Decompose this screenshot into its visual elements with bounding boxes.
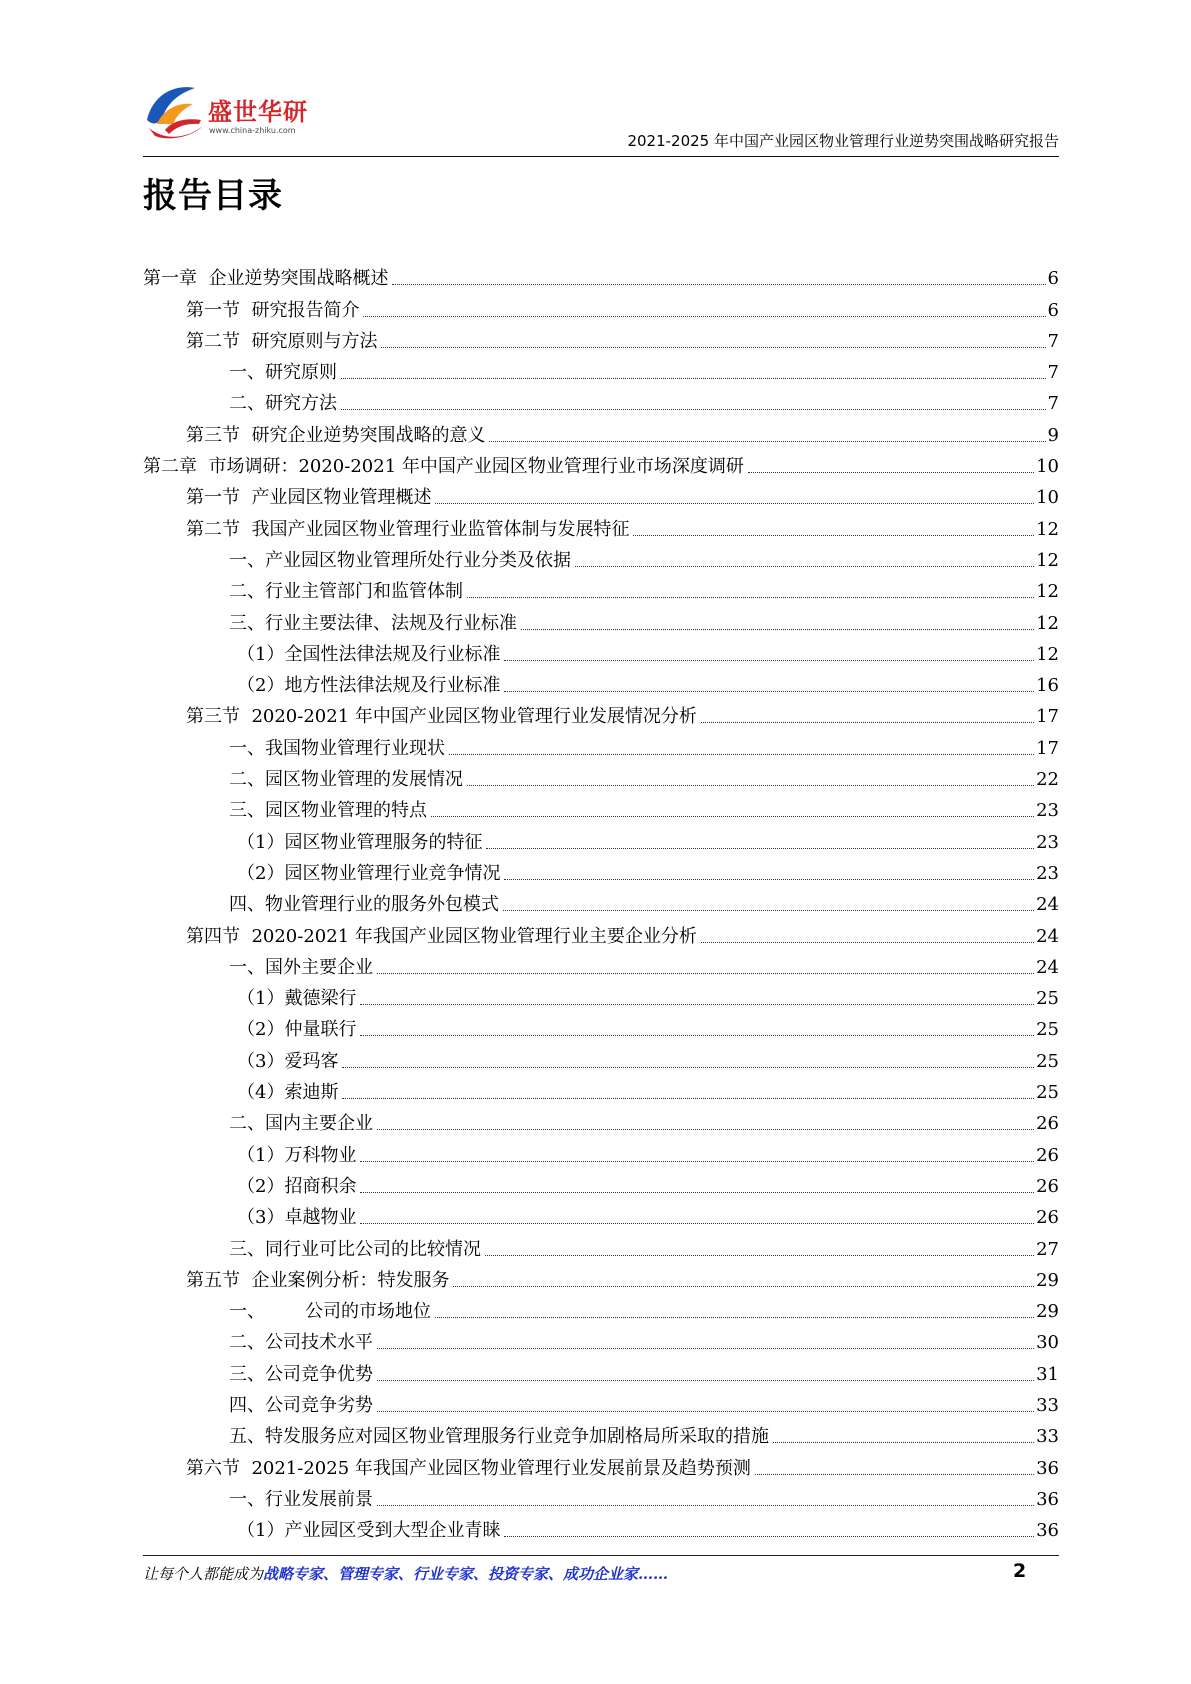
toc-entry[interactable] bbox=[143, 636, 1059, 667]
toc-entry-page: 7 bbox=[1047, 362, 1059, 384]
toc-entry-label: 一、研究原则 bbox=[229, 362, 337, 384]
dot-leader bbox=[377, 1411, 1034, 1412]
toc-entry[interactable] bbox=[143, 949, 1059, 980]
dot-leader bbox=[360, 1004, 1034, 1005]
dot-leader bbox=[748, 472, 1034, 473]
dot-leader bbox=[701, 722, 1034, 723]
company-logo bbox=[143, 80, 343, 140]
toc-entry-label: 二、园区物业管理的发展情况 bbox=[229, 769, 463, 791]
toc-entry[interactable] bbox=[143, 1230, 1059, 1261]
dot-leader bbox=[773, 1442, 1034, 1443]
toc-entry[interactable] bbox=[143, 1262, 1059, 1293]
toc-entry-label: 二、行业主管部门和监管体制 bbox=[229, 581, 463, 603]
toc-entry-page: 30 bbox=[1036, 1332, 1059, 1354]
toc-entry[interactable] bbox=[143, 291, 1059, 322]
dot-leader bbox=[381, 347, 1045, 348]
dot-leader bbox=[503, 910, 1034, 911]
dot-leader bbox=[377, 1348, 1034, 1349]
toc-entry-page: 12 bbox=[1036, 518, 1059, 540]
toc-entry-page: 33 bbox=[1036, 1426, 1059, 1448]
toc-entry[interactable] bbox=[143, 823, 1059, 854]
toc-entry[interactable] bbox=[143, 260, 1059, 291]
toc-entry-page: 6 bbox=[1047, 268, 1059, 290]
toc-entry-page: 22 bbox=[1036, 769, 1059, 791]
footer-divider bbox=[143, 1555, 1059, 1556]
dot-leader bbox=[363, 316, 1045, 317]
toc-entry[interactable] bbox=[143, 1418, 1059, 1449]
toc-entry-page: 26 bbox=[1036, 1144, 1059, 1166]
toc-entry[interactable] bbox=[143, 354, 1059, 385]
toc-entry-label: （2）地方性法律法规及行业标准 bbox=[237, 675, 501, 697]
toc-entry-label: 三、公司竞争优势 bbox=[229, 1363, 373, 1385]
toc-entry-page: 7 bbox=[1047, 393, 1059, 415]
toc-entry-label: （1）万科物业 bbox=[237, 1144, 357, 1166]
toc-entry-page: 12 bbox=[1036, 581, 1059, 603]
toc-entry[interactable] bbox=[143, 1481, 1059, 1512]
dot-leader bbox=[377, 1380, 1034, 1381]
dot-leader bbox=[755, 1474, 1034, 1475]
page-header bbox=[143, 80, 1059, 160]
toc-entry-label: 一、国外主要企业 bbox=[229, 956, 373, 978]
toc-entry-label: 第一节 产业园区物业管理概述 bbox=[186, 487, 432, 509]
toc-entry[interactable] bbox=[143, 1168, 1059, 1199]
toc-entry-page: 25 bbox=[1036, 988, 1059, 1010]
toc-entry[interactable] bbox=[143, 1199, 1059, 1230]
dot-leader bbox=[431, 816, 1034, 817]
toc-entry-label: 一、 公司的市场地位 bbox=[229, 1301, 432, 1323]
toc-entry[interactable] bbox=[143, 1449, 1059, 1480]
toc-entry-page: 31 bbox=[1036, 1363, 1059, 1385]
toc-entry[interactable] bbox=[143, 573, 1059, 604]
toc-entry-label: 一、行业发展前景 bbox=[229, 1488, 373, 1510]
toc-entry-page: 29 bbox=[1036, 1269, 1059, 1291]
toc-entry-label: （3）卓越物业 bbox=[237, 1207, 357, 1229]
toc-entry[interactable] bbox=[143, 323, 1059, 354]
toc-entry-page: 23 bbox=[1036, 862, 1059, 884]
report-title: 2021-2025 年中国产业园区物业管理行业逆势突围战略研究报告 bbox=[627, 132, 1059, 150]
toc-entry-label: 第二节 我国产业园区物业管理行业监管体制与发展特征 bbox=[186, 518, 630, 540]
toc-entry[interactable] bbox=[143, 792, 1059, 823]
toc-entry-page: 36 bbox=[1036, 1457, 1059, 1479]
header-divider bbox=[143, 156, 1059, 157]
toc-entry-page: 12 bbox=[1036, 612, 1059, 634]
toc-entry-page: 24 bbox=[1036, 925, 1059, 947]
dot-leader bbox=[342, 1098, 1034, 1099]
toc-entry-page: 25 bbox=[1036, 1082, 1059, 1104]
toc-entry[interactable] bbox=[143, 698, 1059, 729]
toc-entry-label: 第五节 企业案例分析：特发服务 bbox=[186, 1269, 450, 1291]
dot-leader bbox=[467, 785, 1034, 786]
toc-entry[interactable] bbox=[143, 917, 1059, 948]
page-number: 2 bbox=[1013, 1560, 1027, 1582]
toc-entry[interactable] bbox=[143, 1324, 1059, 1355]
toc-entry-label: 二、研究方法 bbox=[229, 393, 337, 415]
dot-leader bbox=[377, 973, 1034, 974]
toc-entry-page: 23 bbox=[1036, 831, 1059, 853]
toc-entry-label: （1）全国性法律法规及行业标准 bbox=[237, 643, 501, 665]
dot-leader bbox=[360, 1035, 1034, 1036]
toc-entry[interactable] bbox=[143, 1512, 1059, 1543]
toc-entry-label: 四、公司竞争劣势 bbox=[229, 1394, 373, 1416]
toc-entry-page: 36 bbox=[1036, 1488, 1059, 1510]
toc-entry-page: 26 bbox=[1036, 1113, 1059, 1135]
dot-leader bbox=[467, 597, 1034, 598]
toc-entry[interactable] bbox=[143, 604, 1059, 635]
toc-entry-label: 第二章 市场调研：2020-2021 年中国产业园区物业管理行业市场深度调研 bbox=[143, 456, 744, 478]
toc-entry-page: 9 bbox=[1047, 424, 1059, 446]
toc-entry-label: 三、园区物业管理的特点 bbox=[229, 800, 427, 822]
dot-leader bbox=[489, 441, 1045, 442]
table-of-contents bbox=[143, 260, 1059, 1543]
toc-entry[interactable] bbox=[143, 385, 1059, 416]
toc-entry[interactable] bbox=[143, 761, 1059, 792]
dot-leader bbox=[453, 1286, 1034, 1287]
toc-entry-label: 第二节 研究原则与方法 bbox=[186, 330, 378, 352]
toc-entry-label: 五、特发服务应对园区物业管理服务行业竞争加剧格局所采取的措施 bbox=[229, 1426, 769, 1448]
toc-entry-page: 27 bbox=[1036, 1238, 1059, 1260]
toc-entry[interactable] bbox=[143, 1074, 1059, 1105]
dot-leader bbox=[504, 691, 1034, 692]
toc-entry-page: 17 bbox=[1036, 706, 1059, 728]
toc-entry-label: 一、我国物业管理行业现状 bbox=[229, 737, 445, 759]
toc-entry-label: 二、国内主要企业 bbox=[229, 1113, 373, 1135]
toc-entry[interactable] bbox=[143, 1105, 1059, 1136]
toc-entry-label: 第一章 企业逆势突围战略概述 bbox=[143, 268, 389, 290]
toc-entry-page: 36 bbox=[1036, 1520, 1059, 1542]
toc-entry[interactable] bbox=[143, 416, 1059, 447]
logo-url: www.china-zhiku.com bbox=[209, 126, 296, 135]
toc-entry-label: 二、公司技术水平 bbox=[229, 1332, 373, 1354]
toc-entry[interactable] bbox=[143, 1011, 1059, 1042]
logo-text: 盛世华研 bbox=[208, 98, 308, 126]
toc-entry-page: 17 bbox=[1036, 737, 1059, 759]
toc-entry-label: （1）戴德梁行 bbox=[237, 988, 357, 1010]
page-title: 报告目录 bbox=[143, 176, 283, 216]
toc-entry-page: 33 bbox=[1036, 1394, 1059, 1416]
toc-entry-page: 29 bbox=[1036, 1301, 1059, 1323]
toc-entry-page: 10 bbox=[1036, 487, 1059, 509]
toc-entry-page: 6 bbox=[1047, 299, 1059, 321]
toc-entry-page: 26 bbox=[1036, 1207, 1059, 1229]
dot-leader bbox=[360, 1223, 1034, 1224]
toc-entry[interactable] bbox=[143, 1293, 1059, 1324]
toc-entry-page: 26 bbox=[1036, 1175, 1059, 1197]
toc-entry[interactable] bbox=[143, 479, 1059, 510]
toc-entry-page: 12 bbox=[1036, 643, 1059, 665]
toc-entry-label: （4）索迪斯 bbox=[237, 1082, 339, 1104]
toc-entry[interactable] bbox=[143, 1136, 1059, 1167]
dot-leader bbox=[377, 1129, 1034, 1130]
dot-leader bbox=[504, 1536, 1034, 1537]
toc-entry-label: （1）园区物业管理服务的特征 bbox=[237, 831, 483, 853]
toc-entry-page: 23 bbox=[1036, 800, 1059, 822]
dot-leader bbox=[485, 1255, 1034, 1256]
dot-leader bbox=[449, 754, 1034, 755]
toc-entry[interactable] bbox=[143, 1387, 1059, 1418]
toc-entry-page: 25 bbox=[1036, 1019, 1059, 1041]
toc-entry[interactable] bbox=[143, 510, 1059, 541]
toc-entry-page: 25 bbox=[1036, 1050, 1059, 1072]
slogan-prefix: 让每个人都能成为 bbox=[143, 1565, 264, 1583]
toc-entry-label: （3）爱玛客 bbox=[237, 1050, 339, 1072]
dot-leader bbox=[504, 879, 1034, 880]
toc-entry-label: 三、同行业可比公司的比较情况 bbox=[229, 1238, 481, 1260]
dot-leader bbox=[504, 660, 1034, 661]
toc-entry-label: 三、行业主要法律、法规及行业标准 bbox=[229, 612, 517, 634]
toc-entry-label: 第三节 研究企业逆势突围战略的意义 bbox=[186, 424, 486, 446]
dot-leader bbox=[435, 503, 1034, 504]
toc-entry-label: （2）仲量联行 bbox=[237, 1019, 357, 1041]
dot-leader bbox=[392, 284, 1045, 285]
toc-entry-label: 第一节 研究报告简介 bbox=[186, 299, 360, 321]
dot-leader bbox=[377, 1505, 1034, 1506]
slogan-accent: 战略专家、管理专家、行业专家、投资专家、成功企业家…… bbox=[263, 1565, 669, 1583]
toc-entry[interactable] bbox=[143, 855, 1059, 886]
dot-leader bbox=[575, 566, 1034, 567]
toc-entry-page: 12 bbox=[1036, 549, 1059, 571]
toc-entry-page: 24 bbox=[1036, 894, 1059, 916]
toc-entry-label: （1）产业园区受到大型企业青睐 bbox=[237, 1520, 501, 1542]
dot-leader bbox=[633, 535, 1034, 536]
toc-entry-label: 四、物业管理行业的服务外包模式 bbox=[229, 894, 499, 916]
toc-entry-page: 10 bbox=[1036, 456, 1059, 478]
toc-entry[interactable] bbox=[143, 542, 1059, 573]
toc-entry[interactable] bbox=[143, 886, 1059, 917]
toc-entry-label: 一、产业园区物业管理所处行业分类及依据 bbox=[229, 549, 571, 571]
toc-entry-page: 24 bbox=[1036, 956, 1059, 978]
toc-entry-label: （2）园区物业管理行业竞争情况 bbox=[237, 862, 501, 884]
dot-leader bbox=[360, 1161, 1034, 1162]
toc-entry-page: 16 bbox=[1036, 675, 1059, 697]
dot-leader bbox=[521, 629, 1034, 630]
dot-leader bbox=[341, 409, 1046, 410]
toc-entry-label: （2）招商积余 bbox=[237, 1175, 357, 1197]
toc-entry[interactable] bbox=[143, 667, 1059, 698]
toc-entry-page: 7 bbox=[1047, 330, 1059, 352]
dot-leader bbox=[486, 848, 1034, 849]
dot-leader bbox=[435, 1317, 1034, 1318]
footer-slogan bbox=[143, 1563, 668, 1584]
toc-entry-label: 第三节 2020-2021 年中国产业园区物业管理行业发展情况分析 bbox=[186, 706, 697, 728]
toc-entry[interactable] bbox=[143, 980, 1059, 1011]
dot-leader bbox=[701, 942, 1034, 943]
dot-leader bbox=[341, 378, 1046, 379]
logo-emblem-icon bbox=[143, 80, 207, 142]
toc-entry[interactable] bbox=[143, 729, 1059, 760]
toc-entry[interactable] bbox=[143, 1042, 1059, 1073]
toc-entry-label: 第六节 2021-2025 年我国产业园区物业管理行业发展前景及趋势预测 bbox=[186, 1457, 751, 1479]
dot-leader bbox=[342, 1067, 1034, 1068]
toc-entry[interactable] bbox=[143, 448, 1059, 479]
toc-entry[interactable] bbox=[143, 1355, 1059, 1386]
dot-leader bbox=[360, 1192, 1034, 1193]
toc-entry-label: 第四节 2020-2021 年我国产业园区物业管理行业主要企业分析 bbox=[186, 925, 697, 947]
